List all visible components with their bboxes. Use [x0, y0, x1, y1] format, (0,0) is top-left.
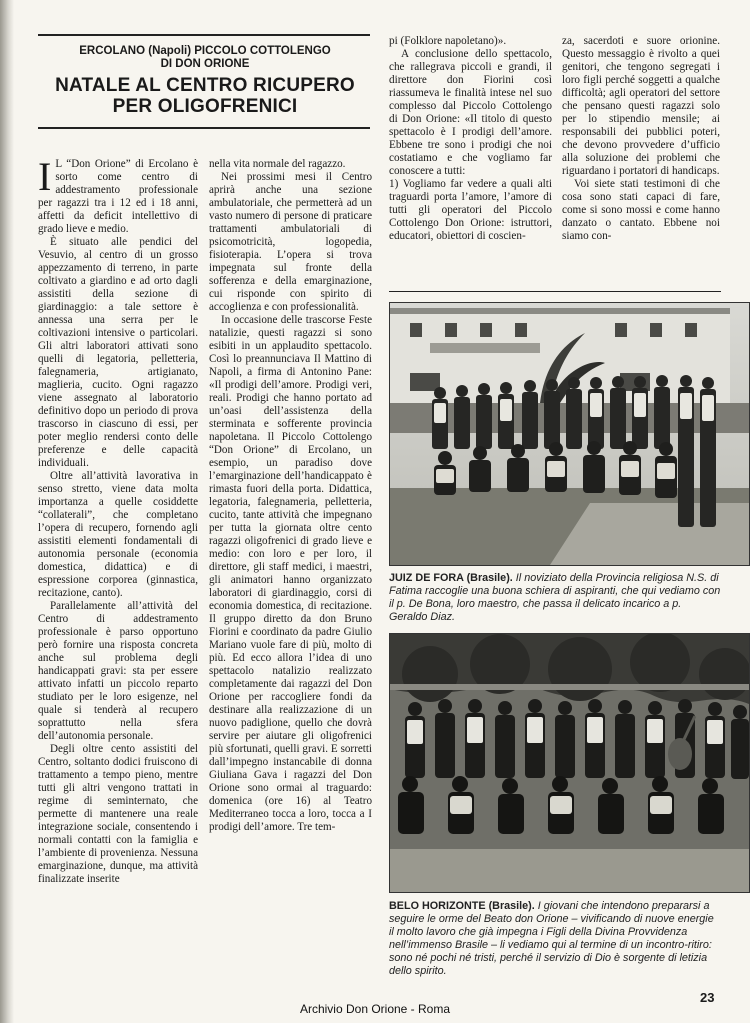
headline-line-1: NATALE AL CENTRO RICUPERO — [55, 75, 355, 96]
article-kicker — [40, 45, 370, 71]
paragraph: pi (Folklore napoletano)». — [389, 35, 507, 47]
caption-place: JUIZ DE FORA (Brasile). — [389, 572, 513, 584]
article-headline — [40, 75, 370, 117]
paragraph: Degli oltre cento assistiti del Centro, soltanto dodici fruiscono di trattamento a tempo pieno, mentre tutti gli altri vengono trattati in regime di seminternato, che permette di mantenere una reale integrazione sociale, consentendo i normali contatti con la famiglia e l’ambiente di provenienza. Nessuna emarginazione, dunque, ma attività finalizzate inserite — [38, 743, 198, 885]
paragraph: Oltre all’attività lavorativa in senso stretto, viene data molta importanza a quelle cosiddette “collaterali”, che completano l’opera di recupero, fornendo agli assistiti elementi fondamentali di autonomia personale (economia domestica, didattica) e di espressione corporea (ginnastica, recitazione, canto). — [38, 470, 198, 599]
group-photo-image — [390, 303, 749, 565]
paragraph: za, sacerdoti e suore orionine. Questo messaggio è rivolto a quei genitori, che tengono segregati i loro figli perché soggetti a qualche difficoltà; agli operatori del settore che pensano questi ragazzi solo per lo stipendio mensile; ai responsabili dei pubblici poteri, che devono provvedere d’ufficio alla soluzione dei problemi che riguardano i portatori di handicaps. — [562, 35, 720, 177]
paragraph: nella vita normale del ragazzo. — [209, 158, 346, 170]
paragraph: 1) Vogliamo far vedere a quali alti traguardi porta l’amore, l’amore di tutti gli operatori del Piccolo Cottolengo Don Orione: istruttori, educatori, obiettori di coscien- — [389, 178, 552, 242]
paragraph: In occasione delle trascorse Feste natalizie, questi ragazzi si sono esibiti in un applaudito spettacolo. Così lo preannunciava Il Mattino di Napoli, a firma di Antonino Pane: «Il prodigi dell’amore. Prodigi veri, reali. Prodigi che hanno portato ad un’oasi dell’assistenza della sterminata e sofferente provincia napoletana. Il Piccolo Cottolengo “Don Orione” di Ercolano, un esempio, un paradiso dove l’emarginazione dell’handicappato è rimasta fuori della porta. Didattica, legatoria, falegnameria, pelletteria, cucito, tante attività che impegnano per tutta la giornata oltre cento ragazzi oligofrenici di grado lieve e medio: con loro e per loro, il direttore, gli staff medici, i maestri, gli animatori hanno organizzato laboratori di giardinaggio, corsi di economia domestica, di recitazione. Il gruppo diretto da don Bruno Fiorini e coordinato da padre Giulio Mariano vuole fare di più, molto di più. Ed ecco allora l’idea di uno spettacolo natalizio realizzato completamente dai ragazzi del Don Orione per raccogliere fondi da destinare alla realizzazione di un nuovo padiglione, quello che dovrà servire per aiutare gli oligofrenici più sfortunati, quelli gravi. E sorretti dall’impegno instancabile di donna Giuliana Gava i ragazzi del Don Orione sono ormai al traguardo: domenica (ore 16) al Teatro Mediterraneo tocca a loro, tocca a I prodigi dell’amore. Tre tem- — [209, 314, 372, 833]
article-column-2 — [209, 158, 372, 978]
column-rule — [389, 291, 721, 292]
caption-text: Il noviziato della Provincia religiosa N.S. di Fatima raccoglie una buona schiera di aspiranti, che qui vediamo con il p. De Bona, loro maestro, che passa il delicato incarico a p. Geraldo Diaz. — [389, 572, 721, 623]
paragraph: Voi siete stati testimoni di che cosa sono stati capaci di fare, come si sono mossi e come hanno danzato o cantato. Ebbene noi siamo con- — [562, 178, 720, 242]
top-rule — [38, 34, 370, 36]
caption-text: I giovani che intendono prepararsi a seguire le orme del Beato don Orione – vivificando di nuove energie il molto lavoro che già impegna i Figli della Divina Provvidenza nell’immenso Brasile – li vediamo qui al termine di un incontro-ritiro: sono né pochi né tristi, perché il servizio di Dio è sorgente di letizia dello spirito. — [389, 900, 714, 977]
archive-watermark: Archivio Don Orione - Roma — [299, 1002, 451, 1016]
paragraph: Parallelamente all’attività del Centro di addestramento professionale è parso opportuno però fornire una risposta concreta anche sul problema degli handicappati gravi: sta per essere attivato infatti un piccolo reparto studiato per le loro esigenze, nel quale si tenderà al recupero soprattutto nella sfera dell’autonomia personale. — [38, 600, 198, 742]
headline-rule — [38, 127, 370, 129]
binding-shadow — [0, 0, 14, 1023]
caption-place: BELO HORIZONTE (Brasile). — [389, 900, 535, 912]
kicker-line-2: DI DON ORIONE — [160, 58, 250, 70]
photo-juiz-de-fora — [389, 302, 750, 566]
paragraph: I L “Don Orione” di Ercolano è sorto come centro di addestramento professionale per ragazzi tra i 12 ed i 18 anni, affetti da deficit intellettivo di grado lieve e medio. — [38, 154, 198, 235]
article-column-1 — [38, 154, 198, 978]
page-number: 23 — [700, 990, 715, 1005]
drop-cap: I — [38, 154, 52, 199]
photo-caption-belo-horizonte — [389, 900, 721, 978]
headline-line-2: PER OLIGOFRENICI — [112, 96, 298, 117]
photo-belo-horizonte — [389, 633, 750, 893]
paragraph: Nei prossimi mesi il Centro aprirà anche una sezione ambulatoriale, che permetterà ad un vasto numero di persone di praticare trattamenti ambulatoriali di psicomotricità, logopedia, fisioterapia. L’opera si trova impegnata sul fronte della sofferenza e della emarginazione, cui risponde con spirito di accoglienza e con professionalità. — [209, 171, 372, 313]
group-photo-image — [390, 634, 749, 892]
article-column-3 — [389, 35, 552, 285]
photo-caption-juiz-de-fora — [389, 572, 721, 624]
paragraph: A conclusione dello spettacolo, che rallegrava piccoli e grandi, il direttore don Fiorini così riassumeva le finalità intese nel suo complesso dal Piccolo Cottolengo di Don Orione: «Il titolo di questo spettacolo è I prodigi dell’amore. Ebbene tre sono i prodigi che noi costatiamo e che vogliamo far conoscere a tutti: — [389, 48, 552, 177]
article-column-4 — [562, 35, 720, 285]
paragraph: È situato alle pendici del Vesuvio, al centro di un grosso appezzamento di terreno, in parte coltivato a giardino e ad orto dagli assistiti della sezione di giardinaggio: a tale settore è annessa una serra per le coltivazioni intensive o particolari. Gli altri laboratori attivati sono quelli di legatoria, pelletteria, falegnameria, artigianato, maglieria, cucito. Ogni ragazzo viene assegnato al laboratorio definitivo dopo un periodo di prova trascorso in ciascuno di essi, per poter meglio rendersi conto delle preferenze e delle capacità individuali. — [38, 236, 198, 469]
kicker-line-1: ERCOLANO (Napoli) PICCOLO COTTOLENGO — [79, 45, 331, 57]
